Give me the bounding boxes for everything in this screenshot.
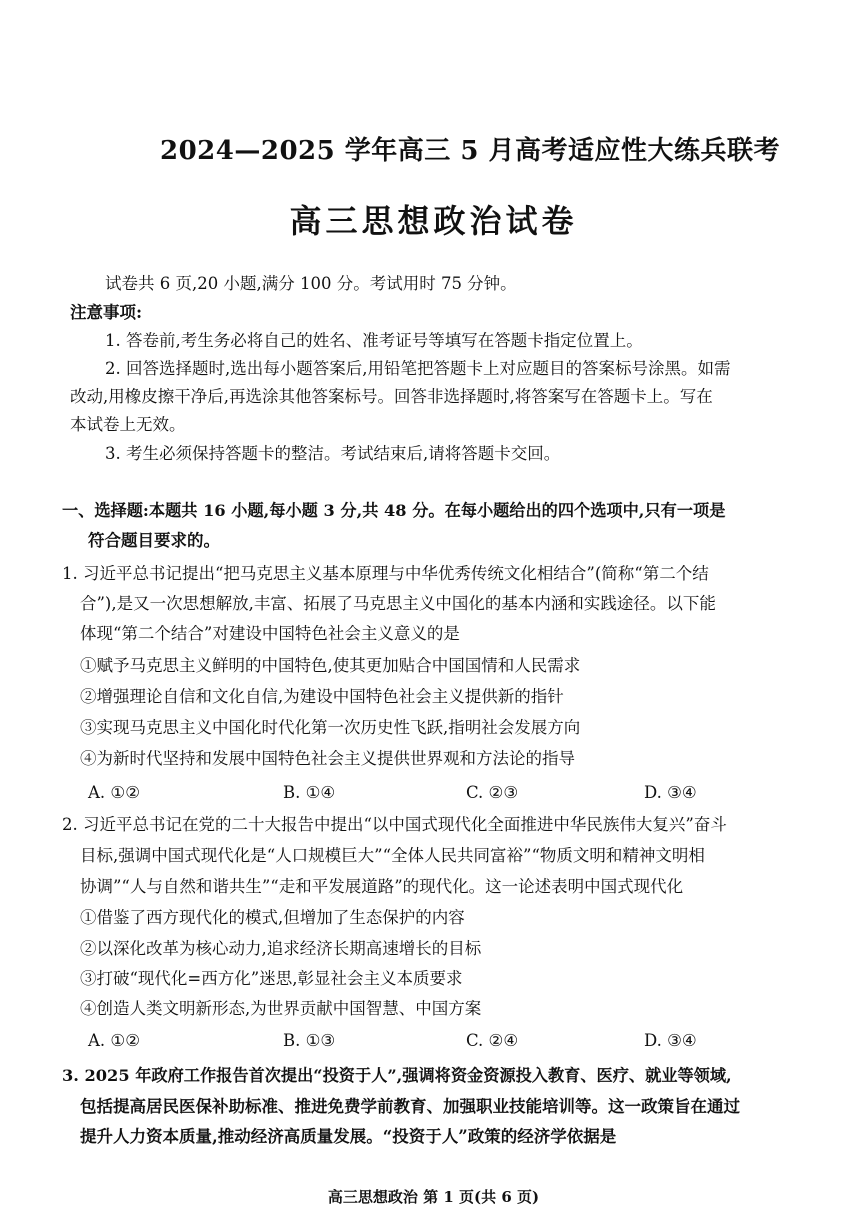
q2-option-a: A. ①②	[88, 1031, 140, 1050]
q2-item-2: ②以深化改革为核心动力,追求经济长期高速增长的目标	[80, 939, 482, 958]
q1-stem-c: 体现“第二个结合”对建设中国特色社会主义意义的是	[80, 624, 460, 643]
q2-option-c: C. ②④	[466, 1031, 519, 1050]
q2-option-d: D. ③④	[644, 1031, 697, 1050]
section-1-title-a: 一、选择题:本题共 16 小题,每小题 3 分,共 48 分。在每小题给出的四个选项中,只有一项是	[62, 501, 726, 520]
q2-item-1: ①借鉴了西方现代化的模式,但增加了生态保护的内容	[80, 908, 465, 927]
page-footer: 高三思想政治 第 1 页(共 6 页)	[327, 1188, 540, 1206]
notes-title: 注意事项:	[70, 303, 143, 322]
q3-stem-c: 提升人力资本质量,推动经济高质量发展。“投资于人”政策的经济学依据是	[80, 1127, 617, 1146]
q1-option-d: D. ③④	[644, 783, 697, 802]
q1-stem-a: 1. 习近平总书记提出“把马克思主义基本原理与中华优秀传统文化相结合”(简称“第二个结	[62, 564, 709, 583]
q1-item-3: ③实现马克思主义中国化时代化第一次历史性飞跃,指明社会发展方向	[80, 718, 581, 737]
note-2-line-a: 2. 回答选择题时,选出每小题答案后,用铅笔把答题卡上对应题目的答案标号涂黑。如需	[105, 359, 731, 378]
q3-stem-b: 包括提高居民医保补助标准、推进免费学前教育、加强职业技能培训等。这一政策旨在通过	[80, 1097, 740, 1116]
q2-item-3: ③打破“现代化=西方化”迷思,彰显社会主义本质要求	[80, 969, 463, 988]
q3-stem-a: 3. 2025 年政府工作报告首次提出“投资于人”,强调将资金资源投入教育、医疗、就业等领域,	[62, 1066, 732, 1085]
note-2-line-b: 改动,用橡皮擦干净后,再选涂其他答案标号。回答非选择题时,将答案写在答题卡上。写在	[70, 387, 713, 406]
q2-option-b: B. ①③	[283, 1031, 336, 1050]
q1-stem-b: 合”),是又一次思想解放,丰富、拓展了马克思主义中国化的基本内涵和实践途径。以下能	[80, 594, 716, 613]
q1-option-b: B. ①④	[283, 783, 336, 802]
q1-item-4: ④为新时代坚持和发展中国特色社会主义提供世界观和方法论的指导	[80, 749, 575, 768]
q2-item-4: ④创造人类文明新形态,为世界贡献中国智慧、中国方案	[80, 999, 482, 1018]
note-1: 1. 答卷前,考生务必将自己的姓名、准考证号等填写在答题卡指定位置上。	[105, 331, 643, 350]
q1-option-c: C. ②③	[466, 783, 519, 802]
q1-item-2: ②增强理论自信和文化自信,为建设中国特色社会主义提供新的指针	[80, 687, 564, 706]
q1-item-1: ①赋予马克思主义鲜明的中国特色,使其更加贴合中国国情和人民需求	[80, 656, 581, 675]
q2-stem-c: 协调”“人与自然和谐共生”“走和平发展道路”的现代化。这一论述表明中国式现代化	[80, 877, 684, 896]
note-3: 3. 考生必须保持答题卡的整洁。考试结束后,请将答题卡交回。	[105, 444, 561, 463]
q2-stem-b: 目标,强调中国式现代化是“人口规模巨大”“全体人民共同富裕”“物质文明和精神文明相	[80, 846, 705, 865]
intro-line: 试卷共 6 页,20 小题,满分 100 分。考试用时 75 分钟。	[105, 274, 517, 293]
q1-option-a: A. ①②	[88, 783, 140, 802]
q2-stem-a: 2. 习近平总书记在党的二十大报告中提出“以中国式现代化全面推进中华民族伟大复兴”奋斗	[62, 815, 727, 834]
exam-subject-title: 高三思想政治试卷	[289, 202, 578, 240]
exam-main-title: 2024—2025 学年高三 5 月高考适应性大练兵联考	[160, 136, 780, 166]
note-2-line-c: 本试卷上无效。	[70, 415, 186, 434]
section-1-title-b: 符合题目要求的。	[88, 531, 220, 550]
